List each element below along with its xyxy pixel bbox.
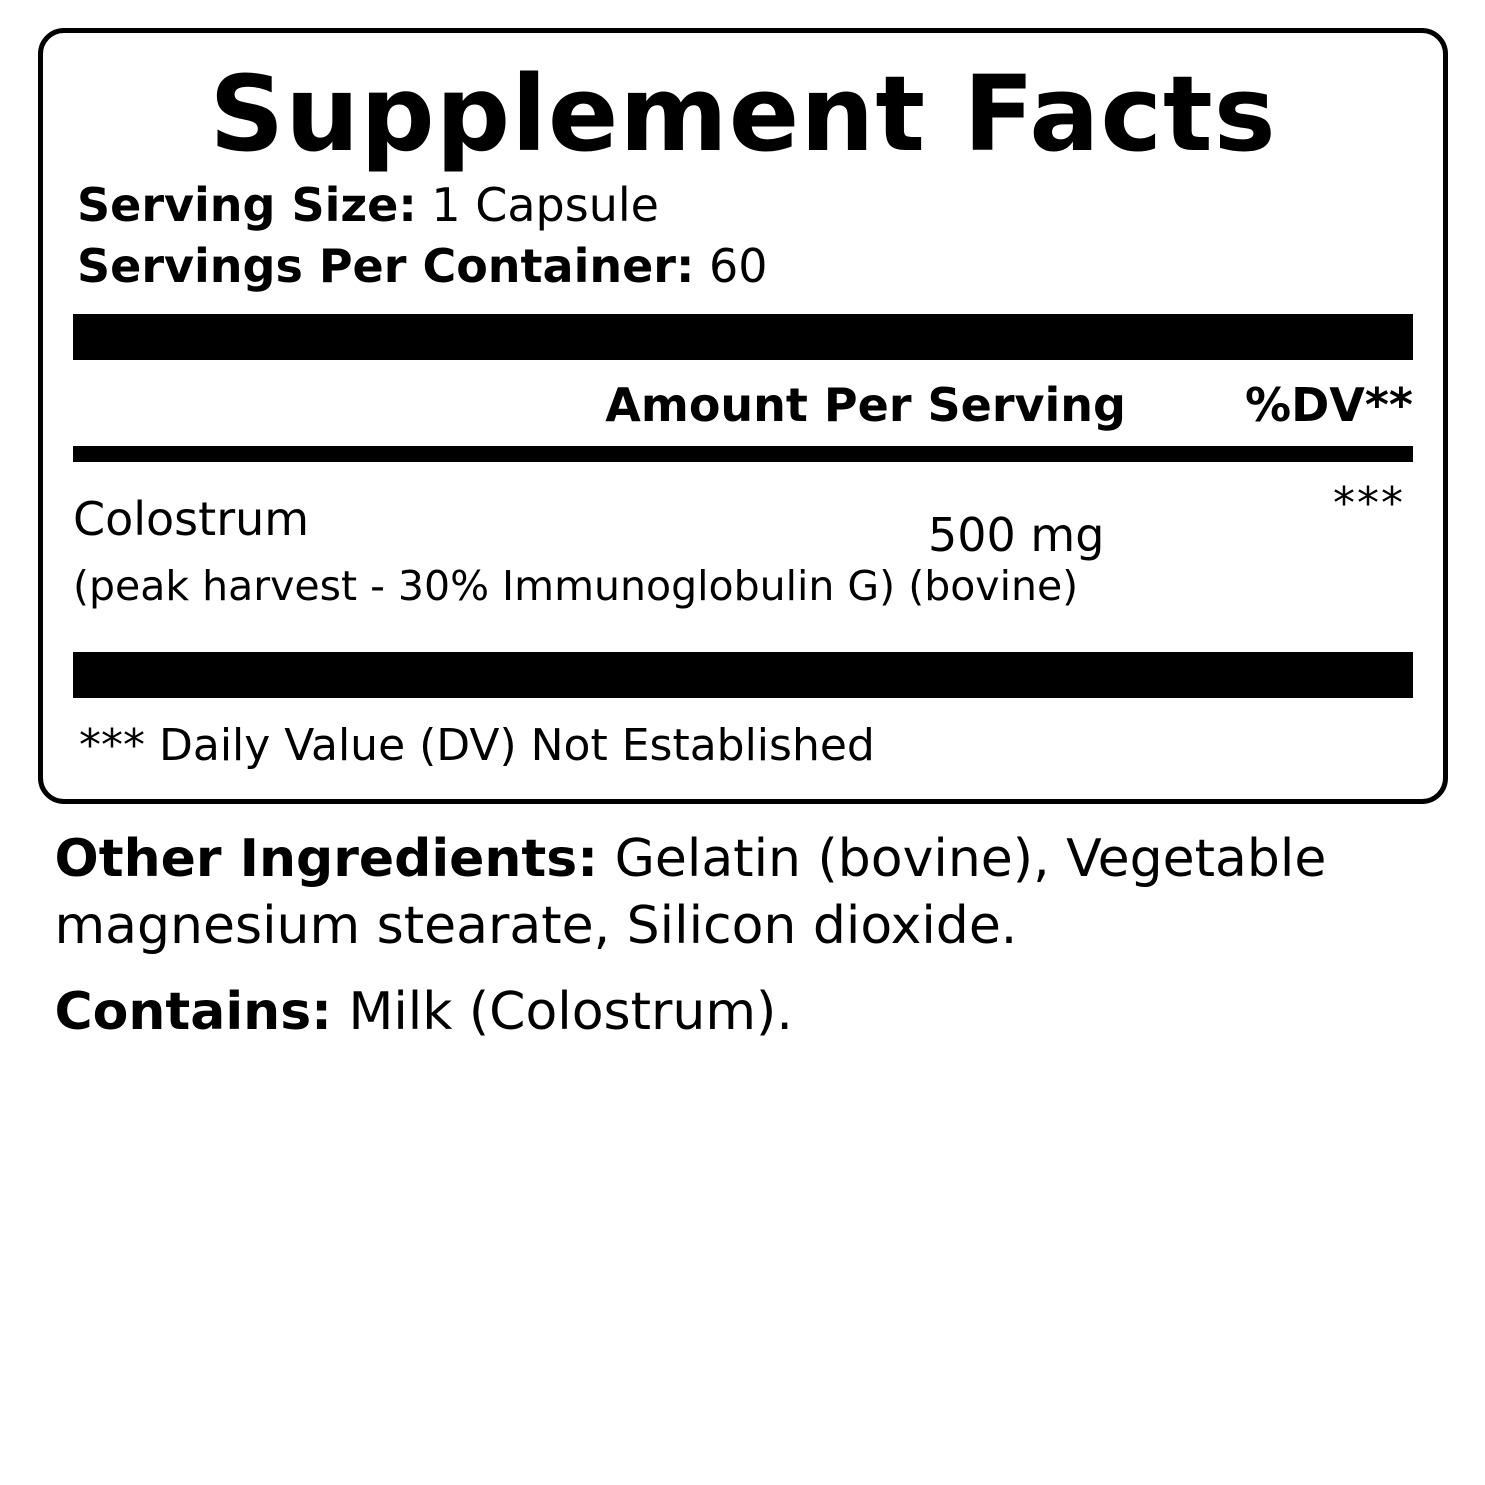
other-ingredients-label: Other Ingredients:: [54, 828, 599, 889]
contains-label: Contains:: [54, 981, 332, 1042]
servings-per-container-line: [77, 236, 1413, 297]
nutrient-amount: 500 mg: [928, 507, 1105, 562]
contains-value: Milk (Colostrum).: [348, 981, 793, 1042]
column-headers-row: [73, 360, 1413, 446]
nutrient-name: Colostrum: [73, 491, 310, 546]
daily-value-footnote: *** Daily Value (DV) Not Established: [79, 719, 875, 771]
serving-size-value: 1 Capsule: [431, 178, 659, 233]
panel-title: Supplement Facts: [209, 53, 1277, 175]
other-ingredients-value: Gelatin (bovine), Vegetable magnesium stearate, Silicon dioxide.: [54, 828, 1327, 957]
nutrient-main-line: [73, 492, 1413, 546]
nutrient-description: (peak harvest - 30% Immunoglobulin G) (bovine): [73, 561, 1079, 610]
other-ingredients-paragraph: [55, 826, 1435, 961]
serving-size-label: Serving Size:: [77, 178, 417, 233]
amount-per-serving-header: Amount Per Serving: [605, 377, 1126, 432]
supplement-facts-panel: [38, 28, 1448, 804]
servings-per-container-value: 60: [709, 239, 768, 294]
nutrient-daily-value: ***: [1333, 477, 1405, 529]
below-panel-text: [51, 826, 1435, 1047]
daily-value-header: %DV**: [1245, 377, 1413, 432]
contains-paragraph: [55, 979, 1435, 1047]
divider-medium: [73, 446, 1413, 462]
divider-thick-top: [73, 314, 1413, 360]
servings-per-container-label: Servings Per Container:: [77, 239, 695, 294]
serving-size-line: [77, 175, 1413, 236]
divider-thick-bottom: [73, 652, 1413, 698]
nutrient-row-colostrum: [73, 462, 1413, 636]
